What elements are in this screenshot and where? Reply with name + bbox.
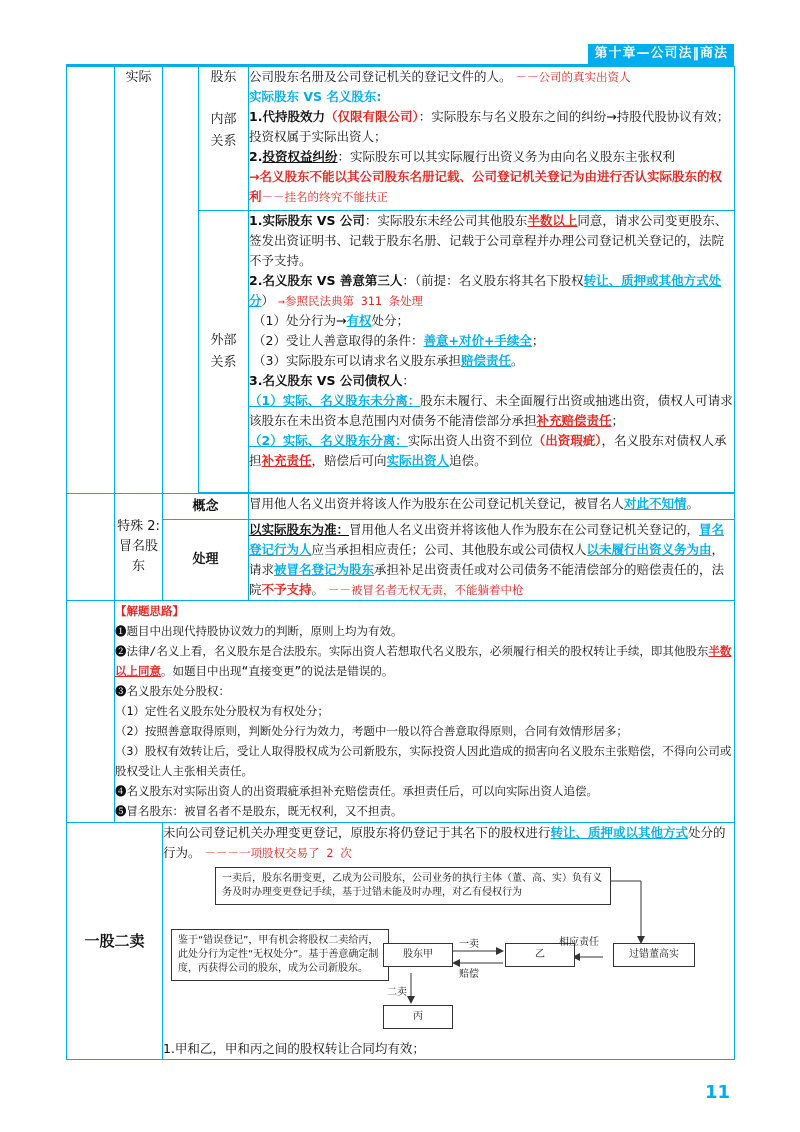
left-spacer [67,67,115,494]
page-number: 11 [704,1082,730,1103]
content-table [66,66,735,1060]
handle-content: 以实际股东为准：冒用他人名义出资并将该他人作为股东在公司登记机关登记的，冒名登记行为人应当承担相应责任；公司、其他股东或公司债权人以未履行出资义务为由，请求被冒名登记为股东承担补足出资责任或对公司债务不能清偿部分的赔偿责任的，法院不予支持。 －－被冒名者无权无责，不能躺着中枪 [249,520,735,601]
diagram-note-top: 一卖后，股东名册变更，乙成为公司股东，公司业务的执行主体（董、高、实）负有义务及时办理变更登记手续，基于过错未能及时办理，对乙有侵权行为 [215,867,611,905]
node-jia: 股东甲 [383,943,453,967]
node-guocuo: 过错董高实 [613,943,695,967]
concept-content: 冒用他人名义出资并将该人作为股东在公司登记机关登记，被冒名人对此不知情。 [249,494,735,520]
handle-label: 处理 [163,520,249,601]
left-spacer-3 [67,601,115,823]
left-spacer-2 [67,494,115,601]
double-sale-content: 未向公司登记机关办理变更登记，原股东将仍登记于其名下的股权进行转让、质押或以其他方式处分的行为。 －－－一项股权交易了 2 次 一卖后，股东名册变更，乙成为公司股东，公司业务的执行主体（董、高、实）负有义务及时办理变更登记手续，基于过错未能及时办理，对乙有侵权行为 鉴于“错误登记”，甲有机会将股权二卖给丙，此处分行为定性“无权处分”。基于善意确定制度，丙获得公司的股东，成为公司新股东。 股东甲 乙 过错董高实 丙 一卖 赔偿 相应责任 二卖 1.甲和乙，甲和丙之间的股权转让合同均有效； [163,823,735,1060]
concept-label: 概念 [163,494,249,520]
sublabel-external: 外部关系 [199,211,249,493]
node-bing: 丙 [383,1005,453,1029]
sublabel-shareholder-internal: 股东 内部关系 [199,67,249,211]
node-yi: 乙 [505,943,575,967]
double-sale-conclusion: 1.甲和乙，甲和丙之间的股权转让合同均有效； [163,1041,425,1056]
tips-box: 【解题思路】 ❶题目中出现代持股协议效力的判断，原则上均为有效。 ❷法律/名义上看，名义股东是合法股东。实际出资人若想取代名义股东，必须履行相关的股权转让手续，即其他股东半数以上同意。如题目中出现“直接变更”的说法是错误的。 ❸名义股东处分股权： （1）定性名义股东处分股权为有权处分； （2）按照善意取得原则，判断处分行为效力，考题中一般以符合善意取得原则，合同有效情形居多； （3）股权有效转让后，受让人取得股权成为公司新股东，实际投资人因此造成的损害向名义股东主张赔偿，不得向公司或股权受让人主张相关责任。 ❹名义股东对实际出资人的出资瑕疵承担补充赔偿责任。承担责任后，可以向实际出资人追偿。 ❺冒名股东：被冒名者不是股东，既无权利，又不担责。 [115,601,735,823]
chapter-tag: 第十章—公司法‖商法 [588,44,734,64]
label-peichang: 赔偿 [459,969,479,980]
label-ermai: 二卖 [387,987,407,998]
external-relation-content: 1.实际股东 VS 公司：实际股东未经公司其他股东半数以上同意，请求公司变更股东、签发出资证明书、记载于股东名册、记载于公司章程并办理公司登记机关登记的，法院不予支持。 2.名义股东 VS 善意第三人：（前提：名义股东将其名下股权转让、质押或其他方式处分） →参照民法典第 311 条处理 （1）处分行为→有权处分； （2）受让人善意取得的条件：善意+对价+手续全； （3）实际股东可以请求名义股东承担赔偿责任。 3.名义股东 VS 公司债权人： （1）实际、名义股东未分离：股东未履行、未全面履行出资或抽逃出资，债权人可请求该股东在未出资本息范围内对债务不能清偿部分承担补充赔偿责任； （2）实际、名义股东分离：实际出资人出资不到位（出资瑕疵），名义股东对债权人承担补充责任，赔偿后可向实际出资人追偿。 [249,211,735,493]
double-sale-diagram [163,863,734,1039]
row-label-actual: 实际 [115,67,163,494]
internal-relation-content: 公司股东名册及公司登记机关的登记文件的人。 －－公司的真实出资人 实际股东 VS 名义股东: 1.代持股效力（仅限有限公司）：实际股东与名义股东之间的纠纷→持股代股协议有效；投资权属于实际出资人； 2.投资权益纠纷：实际股东可以其实际履行出资义务为由向名义股东主张权利 →名义股东不能以其公司股东名册记载、公司登记机关登记为由进行否认实际股东的权利－－挂名的终究不能扶正 [249,67,735,211]
row-label-special: 特殊 2:冒名股东 [115,494,163,601]
label-xiangying: 相应责任 [559,937,599,948]
spacer-col [163,67,199,494]
label-yimai: 一卖 [459,939,479,950]
row-label-double: 一股二卖 [67,823,163,1060]
diagram-note-left: 鉴于“错误登记”，甲有机会将股权二卖给丙，此处分行为定性“无权处分”。基于善意确定制度，丙获得公司的股东，成为公司新股东。 [171,929,389,981]
